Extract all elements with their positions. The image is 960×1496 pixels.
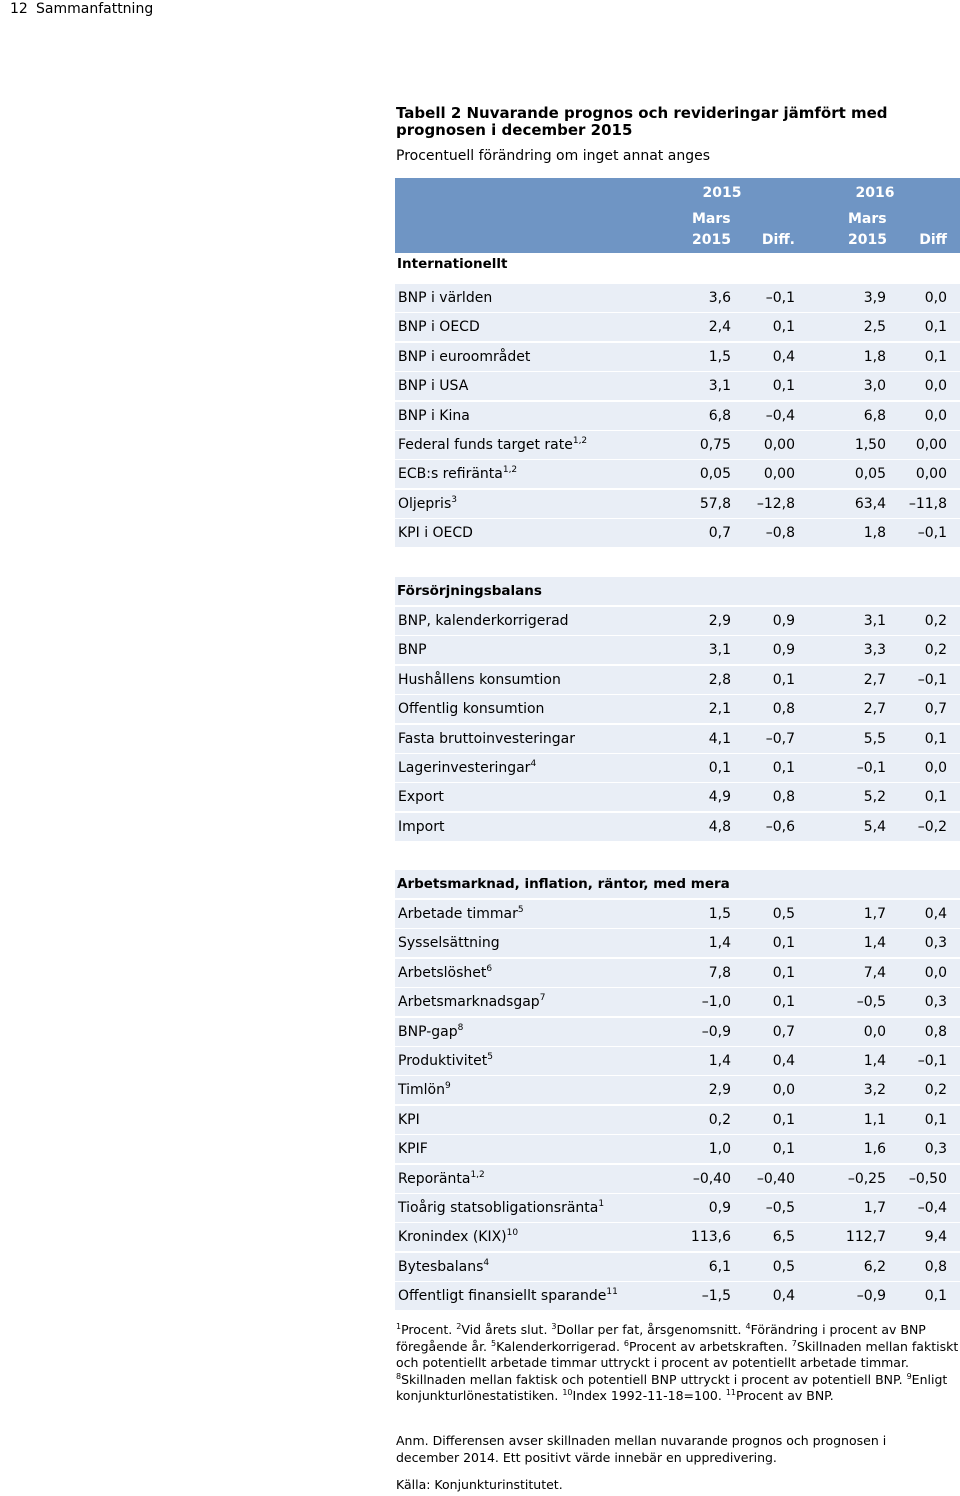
cell-value: –0,9 bbox=[701, 1024, 731, 1040]
cell-value: 0,8 bbox=[772, 701, 795, 717]
header-year-2016: 2016 bbox=[855, 185, 895, 201]
row-label bbox=[398, 1165, 485, 1193]
row-label-text: Fasta bruttoinvesteringar bbox=[398, 731, 576, 747]
cell-value: –0,1 bbox=[917, 525, 947, 541]
table-title-block bbox=[396, 105, 956, 164]
section-name: Sammanfattning bbox=[36, 1, 154, 17]
header-mars-1: Mars bbox=[692, 211, 731, 227]
footnote-ref: 4 bbox=[530, 759, 537, 769]
row-label-text: Produktivitet bbox=[398, 1053, 488, 1069]
cell-value: 0,1 bbox=[772, 965, 795, 981]
cell-value: 1,5 bbox=[708, 349, 731, 365]
cell-value: 6,8 bbox=[863, 408, 886, 424]
table-source: Källa: Konjunkturinstitutet. bbox=[396, 1477, 563, 1492]
cell-value: 1,8 bbox=[863, 525, 886, 541]
row-label bbox=[398, 519, 473, 547]
cell-value: 0,0 bbox=[772, 1082, 795, 1098]
row-label-text: BNP i Kina bbox=[398, 408, 470, 424]
cell-value: 1,7 bbox=[863, 906, 886, 922]
cell-value: –0,4 bbox=[917, 1200, 947, 1216]
footnote-number: 5 bbox=[491, 1338, 497, 1348]
cell-value: –0,40 bbox=[756, 1171, 795, 1187]
cell-value: 3,1 bbox=[708, 378, 731, 394]
cell-value: 0,4 bbox=[772, 1053, 795, 1069]
row-label-text: Arbetslöshet bbox=[398, 965, 487, 981]
footnote-ref: 1 bbox=[598, 1199, 605, 1209]
cell-value: 0,2 bbox=[924, 613, 947, 629]
row-label-text: BNP i euroområdet bbox=[398, 349, 531, 365]
table-row bbox=[395, 1018, 960, 1046]
footnote-number: 8 bbox=[396, 1371, 402, 1381]
row-label-text: BNP-gap bbox=[398, 1024, 458, 1040]
footnote-text: Förändring i procent av BNP föregående år. bbox=[396, 1322, 926, 1354]
row-label-text: KPI i OECD bbox=[398, 525, 473, 541]
cell-value: –0,2 bbox=[917, 819, 947, 835]
row-label bbox=[398, 343, 530, 371]
row-label-text: Sysselsättning bbox=[398, 935, 500, 951]
section-heading: Internationellt bbox=[397, 256, 508, 272]
footnote-ref: 8 bbox=[457, 1023, 464, 1033]
footnote-text: Vid årets slut. bbox=[461, 1322, 548, 1337]
table-header bbox=[395, 178, 960, 253]
cell-value: 0,3 bbox=[924, 1141, 947, 1157]
cell-value: 0,8 bbox=[772, 789, 795, 805]
footnotes bbox=[396, 1322, 959, 1405]
cell-value: 2,8 bbox=[708, 672, 731, 688]
cell-value: 0,1 bbox=[772, 935, 795, 951]
cell-value: 3,9 bbox=[863, 290, 886, 306]
row-label-text: Offentligt finansiellt sparande bbox=[398, 1288, 607, 1304]
footnote-number: 7 bbox=[791, 1338, 797, 1348]
row-label-text: Tioårig statsobligationsränta bbox=[398, 1200, 599, 1216]
cell-value: 0,8 bbox=[924, 1024, 947, 1040]
table-row bbox=[395, 372, 960, 400]
cell-value: 0,1 bbox=[772, 760, 795, 776]
table-row bbox=[395, 929, 960, 957]
table-row bbox=[395, 402, 960, 430]
footnote-text: Enligt konjunkturlönestatistiken. bbox=[396, 1371, 948, 1403]
cell-value: 0,0 bbox=[924, 290, 947, 306]
footnote-ref: 3 bbox=[451, 495, 457, 505]
row-label bbox=[398, 900, 524, 928]
table-row bbox=[395, 519, 960, 547]
cell-value: 3,0 bbox=[863, 378, 886, 394]
table-row bbox=[395, 725, 960, 753]
cell-value: 63,4 bbox=[854, 496, 886, 512]
row-label-text: Kronindex (KIX) bbox=[398, 1229, 507, 1245]
row-label bbox=[398, 813, 444, 841]
row-label-text: Import bbox=[398, 819, 445, 835]
cell-value: 2,9 bbox=[708, 613, 731, 629]
cell-value: 3,2 bbox=[863, 1082, 886, 1098]
cell-value: 0,1 bbox=[924, 1112, 947, 1128]
table-row bbox=[395, 988, 960, 1016]
cell-value: 0,1 bbox=[772, 1141, 795, 1157]
row-label bbox=[398, 1223, 518, 1251]
cell-value: 1,8 bbox=[863, 349, 886, 365]
cell-value: 0,1 bbox=[924, 731, 947, 747]
table-row bbox=[395, 636, 960, 664]
cell-value: 0,1 bbox=[924, 1288, 947, 1304]
cell-value: –0,9 bbox=[856, 1288, 886, 1304]
cell-value: –0,1 bbox=[917, 672, 947, 688]
row-label-text: Hushållens konsumtion bbox=[398, 672, 561, 688]
footnote-number: 6 bbox=[623, 1338, 629, 1348]
table-row bbox=[395, 695, 960, 723]
table-row bbox=[395, 1282, 960, 1310]
table-row bbox=[395, 343, 960, 371]
footnote-text: Skillnaden mellan faktisk och potentiell BNP uttryckt i procent av potentiell BNP. bbox=[401, 1371, 903, 1387]
cell-value: 0,8 bbox=[924, 1259, 947, 1275]
footnote-number: 9 bbox=[906, 1371, 912, 1381]
row-label-text: BNP i OECD bbox=[398, 319, 480, 335]
header-mars-2: Mars bbox=[848, 211, 887, 227]
cell-value: 0,4 bbox=[772, 349, 795, 365]
cell-value: 4,1 bbox=[708, 731, 731, 747]
row-label-text: Reporänta bbox=[398, 1171, 471, 1187]
cell-value: 2,1 bbox=[708, 701, 731, 717]
footnote-ref: 11 bbox=[606, 1287, 618, 1297]
row-label bbox=[398, 695, 544, 723]
cell-value: –0,5 bbox=[765, 1200, 795, 1216]
footnote-text: Dollar per fat, årsgenomsnitt. bbox=[556, 1322, 742, 1337]
row-label-text: BNP bbox=[398, 642, 427, 658]
cell-value: 1,4 bbox=[863, 1053, 886, 1069]
cell-value: 0,4 bbox=[924, 906, 947, 922]
row-label bbox=[398, 1135, 428, 1163]
cell-value: 0,00 bbox=[763, 466, 795, 482]
row-label bbox=[398, 636, 427, 664]
table-note: Anm. Differensen avser skillnaden mellan nuvarande prognos och prognosen i december 2014. Ett positivt värde innebär en uppredivering. bbox=[396, 1433, 887, 1465]
cell-value: –1,5 bbox=[701, 1288, 731, 1304]
cell-value: 112,7 bbox=[845, 1229, 886, 1245]
table-row bbox=[395, 1223, 960, 1251]
row-label-text: Arbetade timmar bbox=[398, 906, 518, 922]
cell-value: 2,7 bbox=[863, 672, 886, 688]
footnote-text: Skillnaden mellan faktiskt och potentiellt arbetade timmar uttryckt i procent av potentiellt arbetade timmar. bbox=[396, 1338, 959, 1370]
row-label bbox=[398, 959, 492, 987]
row-label-text: Timlön bbox=[398, 1082, 445, 1098]
row-label bbox=[398, 460, 517, 488]
cell-value: 6,1 bbox=[708, 1259, 731, 1275]
cell-value: 3,6 bbox=[708, 290, 731, 306]
footnote-number: 3 bbox=[551, 1322, 557, 1331]
cell-value: 4,9 bbox=[708, 789, 731, 805]
footnote-text: Procent av arbetskraften. bbox=[629, 1338, 788, 1354]
cell-value: 2,7 bbox=[863, 701, 886, 717]
cell-value: 3,1 bbox=[708, 642, 731, 658]
row-label-text: Federal funds target rate bbox=[398, 437, 573, 453]
table-row bbox=[395, 1076, 960, 1104]
table-row bbox=[395, 959, 960, 987]
table-row bbox=[395, 1047, 960, 1075]
section-heading: Försörjningsbalans bbox=[395, 577, 960, 605]
cell-value: 0,0 bbox=[924, 408, 947, 424]
row-label-text: Offentlig konsumtion bbox=[398, 701, 545, 717]
cell-value: 0,5 bbox=[772, 1259, 795, 1275]
row-label bbox=[398, 372, 468, 400]
footnote-text: Procent av BNP. bbox=[736, 1388, 834, 1403]
section-heading: Arbetsmarknad, inflation, räntor, med mera bbox=[395, 870, 960, 898]
footnote-ref: 7 bbox=[539, 993, 546, 1003]
cell-value: 0,00 bbox=[915, 466, 947, 482]
cell-value: –0,4 bbox=[765, 408, 795, 424]
cell-value: 0,1 bbox=[772, 378, 795, 394]
cell-value: 0,0 bbox=[924, 378, 947, 394]
row-label bbox=[398, 284, 492, 312]
cell-value: 7,4 bbox=[863, 965, 886, 981]
table-row bbox=[395, 1106, 960, 1134]
row-label-text: Oljepris bbox=[398, 496, 452, 512]
row-label-text: Arbetsmarknadsgap bbox=[398, 994, 540, 1010]
header-mars-2-year: 2015 bbox=[848, 232, 887, 248]
cell-value: 6,5 bbox=[772, 1229, 795, 1245]
row-label bbox=[398, 1106, 420, 1134]
row-label bbox=[398, 1253, 489, 1281]
cell-value: 0,1 bbox=[924, 319, 947, 335]
table-row bbox=[395, 313, 960, 341]
cell-value: –0,1 bbox=[856, 760, 886, 776]
footnote-number: 2 bbox=[456, 1322, 462, 1331]
row-label bbox=[398, 725, 575, 753]
cell-value: 0,9 bbox=[772, 613, 795, 629]
cell-value: –12,8 bbox=[756, 496, 795, 512]
row-label bbox=[398, 783, 444, 811]
footnote-ref: 1,2 bbox=[572, 436, 588, 446]
cell-value: 4,8 bbox=[708, 819, 731, 835]
table-title: Tabell 2 Nuvarande prognos och revideringar jämfört med prognosen i december 2015 bbox=[396, 104, 888, 139]
row-label-text: Export bbox=[398, 789, 444, 805]
row-label bbox=[398, 754, 536, 782]
row-label bbox=[398, 1018, 463, 1046]
table-row bbox=[395, 666, 960, 694]
table-row bbox=[395, 431, 960, 459]
cell-value: 2,5 bbox=[863, 319, 886, 335]
cell-value: 1,6 bbox=[863, 1141, 886, 1157]
cell-value: 5,4 bbox=[863, 819, 886, 835]
row-label-text: KPI bbox=[398, 1112, 420, 1128]
cell-value: 3,3 bbox=[863, 642, 886, 658]
cell-value: 9,4 bbox=[924, 1229, 947, 1245]
footnote-number: 4 bbox=[745, 1322, 751, 1331]
table-row bbox=[395, 1165, 960, 1193]
cell-value: 0,3 bbox=[924, 994, 947, 1010]
page-number: 12 bbox=[10, 1, 28, 17]
footnote-ref: 4 bbox=[483, 1258, 490, 1268]
table-row bbox=[395, 460, 960, 488]
cell-value: –0,5 bbox=[856, 994, 886, 1010]
row-label bbox=[398, 1076, 451, 1104]
cell-value: 1,50 bbox=[854, 437, 886, 453]
cell-value: 2,9 bbox=[708, 1082, 731, 1098]
cell-value: 0,9 bbox=[708, 1200, 731, 1216]
row-label-text: KPIF bbox=[398, 1141, 428, 1157]
cell-value: 6,8 bbox=[708, 408, 731, 424]
footnote-text: Index 1992-11-18=100. bbox=[572, 1388, 722, 1403]
table-row bbox=[395, 607, 960, 635]
cell-value: –1,0 bbox=[701, 994, 731, 1010]
footnote-number: 1 bbox=[396, 1322, 402, 1331]
cell-value: 0,1 bbox=[772, 319, 795, 335]
cell-value: 0,0 bbox=[924, 760, 947, 776]
cell-value: 0,9 bbox=[772, 642, 795, 658]
cell-value: 1,5 bbox=[708, 906, 731, 922]
header-diff-1: Diff. bbox=[761, 232, 795, 248]
table-row bbox=[395, 1135, 960, 1163]
table-row bbox=[395, 783, 960, 811]
cell-value: 2,4 bbox=[708, 319, 731, 335]
table-row bbox=[395, 1253, 960, 1281]
cell-value: 0,00 bbox=[763, 437, 795, 453]
cell-value: 0,00 bbox=[915, 437, 947, 453]
cell-value: 0,3 bbox=[924, 935, 947, 951]
cell-value: 0,2 bbox=[924, 1082, 947, 1098]
header-diff-2: Diff bbox=[919, 232, 947, 248]
row-label bbox=[398, 929, 500, 957]
cell-value: –0,1 bbox=[917, 1053, 947, 1069]
cell-value: 3,1 bbox=[863, 613, 886, 629]
cell-value: 6,2 bbox=[863, 1259, 886, 1275]
row-label bbox=[398, 607, 569, 635]
cell-value: –0,1 bbox=[765, 290, 795, 306]
cell-value: 0,2 bbox=[708, 1112, 731, 1128]
footnote-ref: 10 bbox=[506, 1228, 519, 1238]
cell-value: 0,1 bbox=[924, 349, 947, 365]
cell-value: 7,8 bbox=[708, 965, 731, 981]
cell-value: 0,4 bbox=[772, 1288, 795, 1304]
cell-value: 0,1 bbox=[708, 760, 731, 776]
footnote-ref: 5 bbox=[487, 1052, 493, 1062]
cell-value: 1,4 bbox=[708, 1053, 731, 1069]
row-label-text: BNP i världen bbox=[398, 290, 493, 306]
cell-value: 0,0 bbox=[863, 1024, 886, 1040]
row-label-text: Bytesbalans bbox=[398, 1259, 484, 1275]
header-mars-1-year: 2015 bbox=[692, 232, 731, 248]
cell-value: 0,1 bbox=[772, 1112, 795, 1128]
cell-value: –0,7 bbox=[765, 731, 795, 747]
footnote-ref: 6 bbox=[486, 964, 493, 974]
row-label bbox=[398, 666, 561, 694]
row-label-text: BNP i USA bbox=[398, 378, 469, 394]
table-row bbox=[395, 1194, 960, 1222]
footnote-number: 11 bbox=[725, 1388, 737, 1397]
table-row bbox=[395, 754, 960, 782]
cell-value: 0,7 bbox=[708, 525, 731, 541]
row-label bbox=[398, 313, 480, 341]
cell-value: 0,2 bbox=[924, 642, 947, 658]
footnote-ref: 5 bbox=[517, 905, 524, 915]
table-row bbox=[395, 284, 960, 312]
row-label bbox=[398, 1194, 604, 1222]
row-label-text: Lagerinvesteringar bbox=[398, 760, 531, 776]
row-label bbox=[398, 431, 587, 459]
footnote-text: Kalenderkorrigerad. bbox=[496, 1338, 620, 1354]
footnote-number: 10 bbox=[562, 1388, 573, 1397]
cell-value: –0,50 bbox=[908, 1171, 947, 1187]
footnote-ref: 1,2 bbox=[502, 465, 518, 475]
cell-value: 0,1 bbox=[772, 672, 795, 688]
cell-value: 1,4 bbox=[863, 935, 886, 951]
cell-value: 1,4 bbox=[708, 935, 731, 951]
cell-value: –0,8 bbox=[765, 525, 795, 541]
cell-value: 0,1 bbox=[772, 994, 795, 1010]
footnote-text: Procent. bbox=[401, 1322, 453, 1337]
footnote-ref: 1,2 bbox=[470, 1170, 485, 1180]
row-label bbox=[398, 402, 470, 430]
cell-value: 1,0 bbox=[708, 1141, 731, 1157]
row-label-text: BNP, kalenderkorrigerad bbox=[398, 613, 569, 629]
cell-value: 0,1 bbox=[924, 789, 947, 805]
table-row bbox=[395, 813, 960, 841]
header-year-2015: 2015 bbox=[702, 185, 742, 201]
table-subtitle: Procentuell förändring om inget annat anges bbox=[396, 148, 710, 164]
cell-value: –0,6 bbox=[765, 819, 795, 835]
cell-value: 0,0 bbox=[924, 965, 947, 981]
cell-value: 1,7 bbox=[863, 1200, 886, 1216]
cell-value: 5,5 bbox=[863, 731, 886, 747]
cell-value: 0,7 bbox=[772, 1024, 795, 1040]
table-row bbox=[395, 900, 960, 928]
row-label bbox=[398, 1282, 618, 1310]
cell-value: –0,25 bbox=[847, 1171, 886, 1187]
cell-value: –0,40 bbox=[692, 1171, 731, 1187]
row-label bbox=[398, 490, 457, 518]
row-label-text: ECB:s refiränta bbox=[398, 466, 503, 482]
cell-value: 113,6 bbox=[690, 1229, 731, 1245]
row-label bbox=[398, 988, 545, 1016]
cell-value: 5,2 bbox=[863, 789, 886, 805]
cell-value: –11,8 bbox=[908, 496, 947, 512]
cell-value: 57,8 bbox=[699, 496, 731, 512]
cell-value: 0,05 bbox=[699, 466, 731, 482]
cell-value: 0,7 bbox=[924, 701, 947, 717]
table-row bbox=[395, 490, 960, 518]
cell-value: 0,75 bbox=[699, 437, 731, 453]
cell-value: 0,05 bbox=[854, 466, 886, 482]
row-label bbox=[398, 1047, 493, 1075]
footnote-ref: 9 bbox=[444, 1081, 451, 1091]
cell-value: 0,5 bbox=[772, 906, 795, 922]
cell-value: 1,1 bbox=[863, 1112, 886, 1128]
